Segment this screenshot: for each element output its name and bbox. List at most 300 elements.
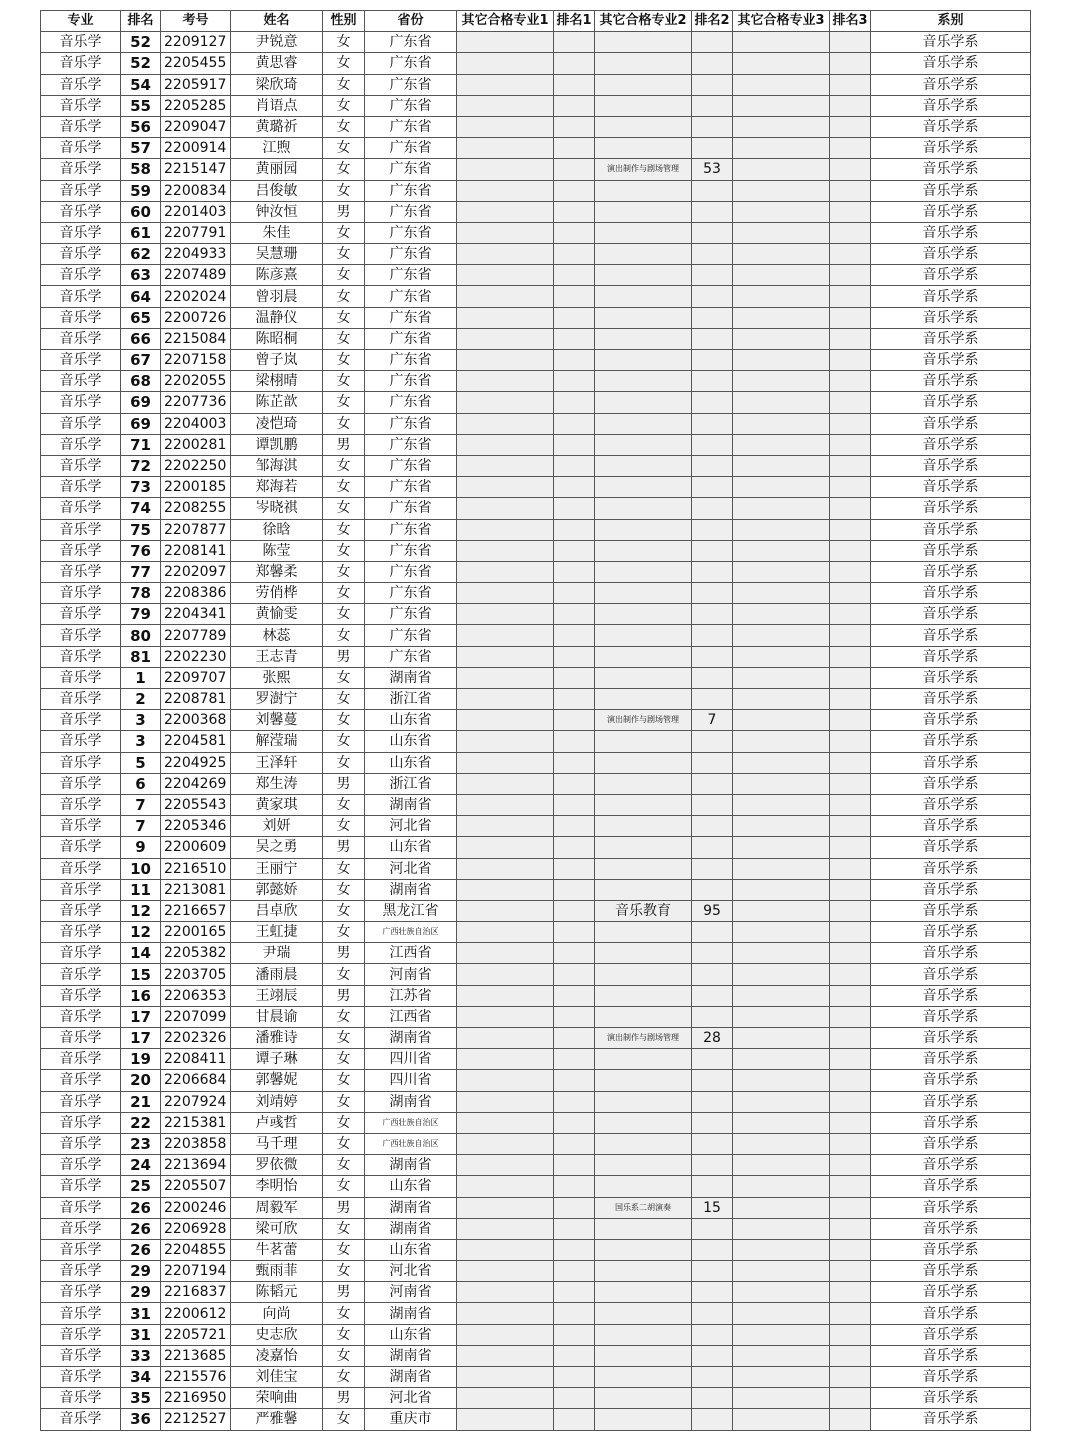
cell-rank-3: [830, 1239, 871, 1260]
cell-other-major-2: [595, 434, 692, 455]
cell-name: 李明怡: [231, 1176, 323, 1197]
cell-rank: 73: [121, 477, 161, 498]
cell-other-major-3: [733, 32, 830, 53]
cell-department: 音乐学系: [871, 858, 1031, 879]
cell-other-major-1: [457, 519, 554, 540]
cell-rank-1: [554, 1409, 595, 1430]
cell-rank-3: [830, 858, 871, 879]
cell-rank: 17: [121, 1006, 161, 1027]
cell-name: 黄丽园: [231, 159, 323, 180]
cell-other-major-2: 国乐系二胡演奏: [595, 1197, 692, 1218]
cell-rank: 66: [121, 328, 161, 349]
cell-rank: 1: [121, 667, 161, 688]
cell-name: 刘妍: [231, 816, 323, 837]
table-row: [41, 1006, 1031, 1027]
cell-gender: 女: [323, 371, 365, 392]
cell-major: 音乐学: [41, 1282, 121, 1303]
cell-exam-id: 2202055: [161, 371, 231, 392]
cell-other-major-3: [733, 561, 830, 582]
cell-rank-1: [554, 1006, 595, 1027]
cell-rank-3: [830, 710, 871, 731]
table-row: [41, 1197, 1031, 1218]
cell-rank-3: [830, 561, 871, 582]
cell-gender: 女: [323, 583, 365, 604]
cell-rank-2: [692, 561, 733, 582]
cell-rank-1: [554, 222, 595, 243]
cell-department: 音乐学系: [871, 307, 1031, 328]
cell-other-major-1: [457, 95, 554, 116]
cell-other-major-1: [457, 1049, 554, 1070]
table-row: [41, 689, 1031, 710]
cell-other-major-3: [733, 53, 830, 74]
cell-other-major-1: [457, 794, 554, 815]
cell-rank-3: [830, 265, 871, 286]
table-row: [41, 1133, 1031, 1154]
cell-other-major-1: [457, 53, 554, 74]
cell-other-major-2: [595, 244, 692, 265]
cell-other-major-2: [595, 1345, 692, 1366]
cell-other-major-3: [733, 286, 830, 307]
cell-province: 湖南省: [365, 1303, 457, 1324]
table-row: [41, 1176, 1031, 1197]
cell-major: 音乐学: [41, 604, 121, 625]
cell-province: 广东省: [365, 392, 457, 413]
cell-rank: 81: [121, 646, 161, 667]
cell-other-major-2: [595, 794, 692, 815]
cell-other-major-3: [733, 1324, 830, 1345]
table-row: [41, 985, 1031, 1006]
cell-rank-3: [830, 900, 871, 921]
cell-gender: 男: [323, 646, 365, 667]
cell-other-major-2: [595, 646, 692, 667]
cell-rank-2: [692, 286, 733, 307]
cell-other-major-2: [595, 1091, 692, 1112]
table-row: [41, 392, 1031, 413]
cell-rank-1: [554, 1261, 595, 1282]
cell-rank-1: [554, 964, 595, 985]
cell-rank-1: [554, 1028, 595, 1049]
cell-other-major-2: [595, 1218, 692, 1239]
cell-other-major-3: [733, 159, 830, 180]
cell-rank-1: [554, 1282, 595, 1303]
cell-province: 河北省: [365, 816, 457, 837]
header-other-major-2: 其它合格专业2: [595, 11, 692, 32]
cell-department: 音乐学系: [871, 1006, 1031, 1027]
table-row: [41, 1367, 1031, 1388]
table-row: [41, 371, 1031, 392]
table-row: [41, 1155, 1031, 1176]
cell-other-major-3: [733, 964, 830, 985]
cell-rank: 16: [121, 985, 161, 1006]
cell-other-major-1: [457, 32, 554, 53]
cell-exam-id: 2204855: [161, 1239, 231, 1260]
cell-rank: 55: [121, 95, 161, 116]
cell-department: 音乐学系: [871, 201, 1031, 222]
cell-rank: 21: [121, 1091, 161, 1112]
cell-rank-1: [554, 604, 595, 625]
cell-gender: 女: [323, 879, 365, 900]
cell-province: 广东省: [365, 350, 457, 371]
cell-rank-2: [692, 1239, 733, 1260]
cell-rank-1: [554, 413, 595, 434]
cell-other-major-2: [595, 540, 692, 561]
cell-rank: 71: [121, 434, 161, 455]
cell-rank-2: [692, 413, 733, 434]
table-row: [41, 816, 1031, 837]
cell-rank-3: [830, 1324, 871, 1345]
cell-name: 王虹捷: [231, 922, 323, 943]
cell-other-major-2: [595, 392, 692, 413]
cell-province: 浙江省: [365, 689, 457, 710]
cell-rank-3: [830, 371, 871, 392]
cell-other-major-3: [733, 646, 830, 667]
cell-major: 音乐学: [41, 1239, 121, 1260]
cell-rank-3: [830, 1006, 871, 1027]
cell-other-major-2: [595, 116, 692, 137]
cell-rank-2: [692, 1133, 733, 1154]
cell-exam-id: 2205285: [161, 95, 231, 116]
cell-province: 河北省: [365, 858, 457, 879]
cell-other-major-3: [733, 265, 830, 286]
cell-other-major-3: [733, 943, 830, 964]
table-row: [41, 1409, 1031, 1430]
cell-rank-1: [554, 1303, 595, 1324]
header-rank-2: 排名2: [692, 11, 733, 32]
cell-name: 吴慧珊: [231, 244, 323, 265]
header-name: 姓名: [231, 11, 323, 32]
cell-rank-1: [554, 900, 595, 921]
cell-department: 音乐学系: [871, 689, 1031, 710]
cell-other-major-2: [595, 222, 692, 243]
cell-rank-2: 15: [692, 1197, 733, 1218]
cell-other-major-2: [595, 95, 692, 116]
cell-rank: 12: [121, 900, 161, 921]
table-row: [41, 879, 1031, 900]
cell-department: 音乐学系: [871, 1239, 1031, 1260]
cell-rank-2: [692, 540, 733, 561]
cell-rank: 77: [121, 561, 161, 582]
cell-other-major-3: [733, 879, 830, 900]
cell-gender: 女: [323, 1239, 365, 1260]
cell-name: 罗依微: [231, 1155, 323, 1176]
cell-other-major-2: [595, 1133, 692, 1154]
cell-rank-3: [830, 180, 871, 201]
cell-other-major-2: [595, 1409, 692, 1430]
cell-rank: 31: [121, 1324, 161, 1345]
cell-rank-2: [692, 1049, 733, 1070]
cell-gender: 女: [323, 1070, 365, 1091]
cell-exam-id: 2213685: [161, 1345, 231, 1366]
cell-exam-id: 2205507: [161, 1176, 231, 1197]
cell-rank-3: [830, 328, 871, 349]
cell-name: 凌恺琦: [231, 413, 323, 434]
cell-other-major-2: [595, 879, 692, 900]
cell-rank-3: [830, 477, 871, 498]
cell-other-major-3: [733, 583, 830, 604]
table-row: [41, 159, 1031, 180]
cell-rank-2: [692, 1218, 733, 1239]
cell-name: 严雅馨: [231, 1409, 323, 1430]
cell-name: 陈芷歆: [231, 392, 323, 413]
cell-rank-1: [554, 328, 595, 349]
cell-department: 音乐学系: [871, 1155, 1031, 1176]
cell-province: 河南省: [365, 1282, 457, 1303]
cell-gender: 女: [323, 498, 365, 519]
cell-rank-3: [830, 286, 871, 307]
cell-name: 梁栩晴: [231, 371, 323, 392]
cell-other-major-3: [733, 498, 830, 519]
table-row: [41, 794, 1031, 815]
cell-other-major-2: 音乐教育: [595, 900, 692, 921]
cell-rank: 59: [121, 180, 161, 201]
cell-name: 郑生涛: [231, 773, 323, 794]
cell-rank-1: [554, 731, 595, 752]
cell-rank-3: [830, 794, 871, 815]
cell-rank-3: [830, 1049, 871, 1070]
cell-rank: 17: [121, 1028, 161, 1049]
cell-department: 音乐学系: [871, 328, 1031, 349]
cell-rank-2: [692, 964, 733, 985]
cell-rank-2: [692, 1112, 733, 1133]
cell-other-major-1: [457, 392, 554, 413]
cell-exam-id: 2204269: [161, 773, 231, 794]
cell-rank-1: [554, 752, 595, 773]
cell-province: 广东省: [365, 328, 457, 349]
cell-rank: 26: [121, 1239, 161, 1260]
table-row: [41, 53, 1031, 74]
table-row: [41, 604, 1031, 625]
cell-other-major-3: [733, 350, 830, 371]
cell-rank-2: [692, 371, 733, 392]
cell-department: 音乐学系: [871, 1112, 1031, 1133]
cell-other-major-2: [595, 455, 692, 476]
cell-rank-1: [554, 922, 595, 943]
cell-rank-3: [830, 943, 871, 964]
cell-other-major-2: [595, 1282, 692, 1303]
cell-other-major-1: [457, 1345, 554, 1366]
cell-rank-1: [554, 773, 595, 794]
cell-department: 音乐学系: [871, 95, 1031, 116]
cell-exam-id: 2206928: [161, 1218, 231, 1239]
header-row: [41, 11, 1031, 32]
cell-major: 音乐学: [41, 74, 121, 95]
cell-province: 广东省: [365, 138, 457, 159]
cell-other-major-3: [733, 1388, 830, 1409]
cell-rank-2: [692, 667, 733, 688]
table-row: [41, 1239, 1031, 1260]
cell-gender: 男: [323, 985, 365, 1006]
cell-province: 广东省: [365, 116, 457, 137]
cell-rank-2: [692, 53, 733, 74]
cell-rank-1: [554, 1070, 595, 1091]
cell-major: 音乐学: [41, 1176, 121, 1197]
cell-exam-id: 2215084: [161, 328, 231, 349]
cell-rank: 65: [121, 307, 161, 328]
cell-department: 音乐学系: [871, 371, 1031, 392]
cell-province: 广东省: [365, 159, 457, 180]
cell-exam-id: 2207099: [161, 1006, 231, 1027]
cell-other-major-1: [457, 244, 554, 265]
cell-province: 湖南省: [365, 1155, 457, 1176]
cell-other-major-1: [457, 116, 554, 137]
cell-name: 钟汝恒: [231, 201, 323, 222]
cell-other-major-1: [457, 328, 554, 349]
cell-name: 吕俊敏: [231, 180, 323, 201]
cell-province: 广东省: [365, 498, 457, 519]
cell-rank-3: [830, 689, 871, 710]
cell-gender: 女: [323, 1409, 365, 1430]
cell-major: 音乐学: [41, 667, 121, 688]
cell-department: 音乐学系: [871, 752, 1031, 773]
cell-name: 史志欣: [231, 1324, 323, 1345]
cell-major: 音乐学: [41, 858, 121, 879]
cell-exam-id: 2208781: [161, 689, 231, 710]
cell-rank-2: [692, 943, 733, 964]
cell-gender: 女: [323, 1133, 365, 1154]
cell-other-major-1: [457, 1006, 554, 1027]
cell-rank-1: [554, 1239, 595, 1260]
cell-other-major-3: [733, 1218, 830, 1239]
cell-gender: 女: [323, 752, 365, 773]
cell-name: 黄家琪: [231, 794, 323, 815]
cell-other-major-1: [457, 371, 554, 392]
cell-major: 音乐学: [41, 1197, 121, 1218]
cell-rank-1: [554, 646, 595, 667]
cell-department: 音乐学系: [871, 1049, 1031, 1070]
cell-name: 郑馨柔: [231, 561, 323, 582]
cell-province: 浙江省: [365, 773, 457, 794]
cell-exam-id: 2204341: [161, 604, 231, 625]
cell-rank-3: [830, 1345, 871, 1366]
cell-rank-2: 28: [692, 1028, 733, 1049]
cell-gender: 男: [323, 943, 365, 964]
cell-rank: 15: [121, 964, 161, 985]
cell-exam-id: 2200281: [161, 434, 231, 455]
cell-department: 音乐学系: [871, 159, 1031, 180]
spreadsheet: [40, 10, 1031, 1431]
cell-other-major-2: [595, 1261, 692, 1282]
cell-rank-1: [554, 858, 595, 879]
cell-rank: 63: [121, 265, 161, 286]
cell-exam-id: 2200834: [161, 180, 231, 201]
cell-gender: 女: [323, 1303, 365, 1324]
cell-province: 广东省: [365, 74, 457, 95]
cell-name: 刘靖婷: [231, 1091, 323, 1112]
cell-rank: 54: [121, 74, 161, 95]
cell-gender: 女: [323, 604, 365, 625]
cell-other-major-2: [595, 328, 692, 349]
cell-major: 音乐学: [41, 922, 121, 943]
cell-department: 音乐学系: [871, 1324, 1031, 1345]
cell-exam-id: 2200609: [161, 837, 231, 858]
cell-other-major-3: [733, 180, 830, 201]
cell-rank-3: [830, 1409, 871, 1430]
cell-major: 音乐学: [41, 498, 121, 519]
cell-major: 音乐学: [41, 222, 121, 243]
cell-exam-id: 2205721: [161, 1324, 231, 1345]
cell-department: 音乐学系: [871, 922, 1031, 943]
cell-rank: 24: [121, 1155, 161, 1176]
cell-other-major-3: [733, 1028, 830, 1049]
cell-other-major-1: [457, 455, 554, 476]
cell-province: 广东省: [365, 244, 457, 265]
cell-rank-1: [554, 837, 595, 858]
cell-rank-2: [692, 328, 733, 349]
table-row: [41, 1049, 1031, 1070]
cell-other-major-3: [733, 1367, 830, 1388]
cell-major: 音乐学: [41, 265, 121, 286]
cell-province: 广东省: [365, 32, 457, 53]
cell-province: 湖南省: [365, 1091, 457, 1112]
cell-rank: 10: [121, 858, 161, 879]
cell-rank-3: [830, 1070, 871, 1091]
cell-department: 音乐学系: [871, 837, 1031, 858]
cell-rank: 36: [121, 1409, 161, 1430]
cell-name: 荣响曲: [231, 1388, 323, 1409]
cell-rank-1: [554, 1345, 595, 1366]
cell-major: 音乐学: [41, 646, 121, 667]
cell-name: 黄思睿: [231, 53, 323, 74]
cell-rank-3: [830, 583, 871, 604]
cell-rank-1: [554, 265, 595, 286]
cell-rank-3: [830, 434, 871, 455]
cell-name: 徐晗: [231, 519, 323, 540]
cell-rank: 75: [121, 519, 161, 540]
cell-province: 四川省: [365, 1070, 457, 1091]
cell-department: 音乐学系: [871, 1176, 1031, 1197]
cell-exam-id: 2200914: [161, 138, 231, 159]
cell-rank: 26: [121, 1218, 161, 1239]
cell-other-major-2: [595, 1388, 692, 1409]
cell-gender: 女: [323, 1261, 365, 1282]
cell-other-major-1: [457, 307, 554, 328]
cell-exam-id: 2204925: [161, 752, 231, 773]
cell-rank: 76: [121, 540, 161, 561]
cell-department: 音乐学系: [871, 731, 1031, 752]
cell-major: 音乐学: [41, 794, 121, 815]
cell-exam-id: 2207158: [161, 350, 231, 371]
cell-gender: 女: [323, 561, 365, 582]
cell-rank-2: [692, 752, 733, 773]
cell-rank: 7: [121, 794, 161, 815]
table-row: [41, 1261, 1031, 1282]
cell-gender: 女: [323, 180, 365, 201]
cell-other-major-1: [457, 1388, 554, 1409]
table-row: [41, 74, 1031, 95]
cell-rank-2: [692, 498, 733, 519]
cell-exam-id: 2202250: [161, 455, 231, 476]
table-row: [41, 625, 1031, 646]
cell-rank-2: [692, 858, 733, 879]
cell-gender: 女: [323, 53, 365, 74]
cell-rank-2: [692, 1303, 733, 1324]
table-row: [41, 32, 1031, 53]
header-rank-3: 排名3: [830, 11, 871, 32]
cell-name: 甄雨菲: [231, 1261, 323, 1282]
table-row: [41, 222, 1031, 243]
cell-other-major-2: [595, 1324, 692, 1345]
cell-rank: 12: [121, 922, 161, 943]
cell-rank: 60: [121, 201, 161, 222]
cell-name: 王泽轩: [231, 752, 323, 773]
cell-rank-3: [830, 879, 871, 900]
cell-rank-3: [830, 413, 871, 434]
cell-other-major-2: [595, 74, 692, 95]
cell-other-major-1: [457, 1303, 554, 1324]
cell-major: 音乐学: [41, 837, 121, 858]
cell-rank-1: [554, 392, 595, 413]
cell-rank-2: [692, 95, 733, 116]
